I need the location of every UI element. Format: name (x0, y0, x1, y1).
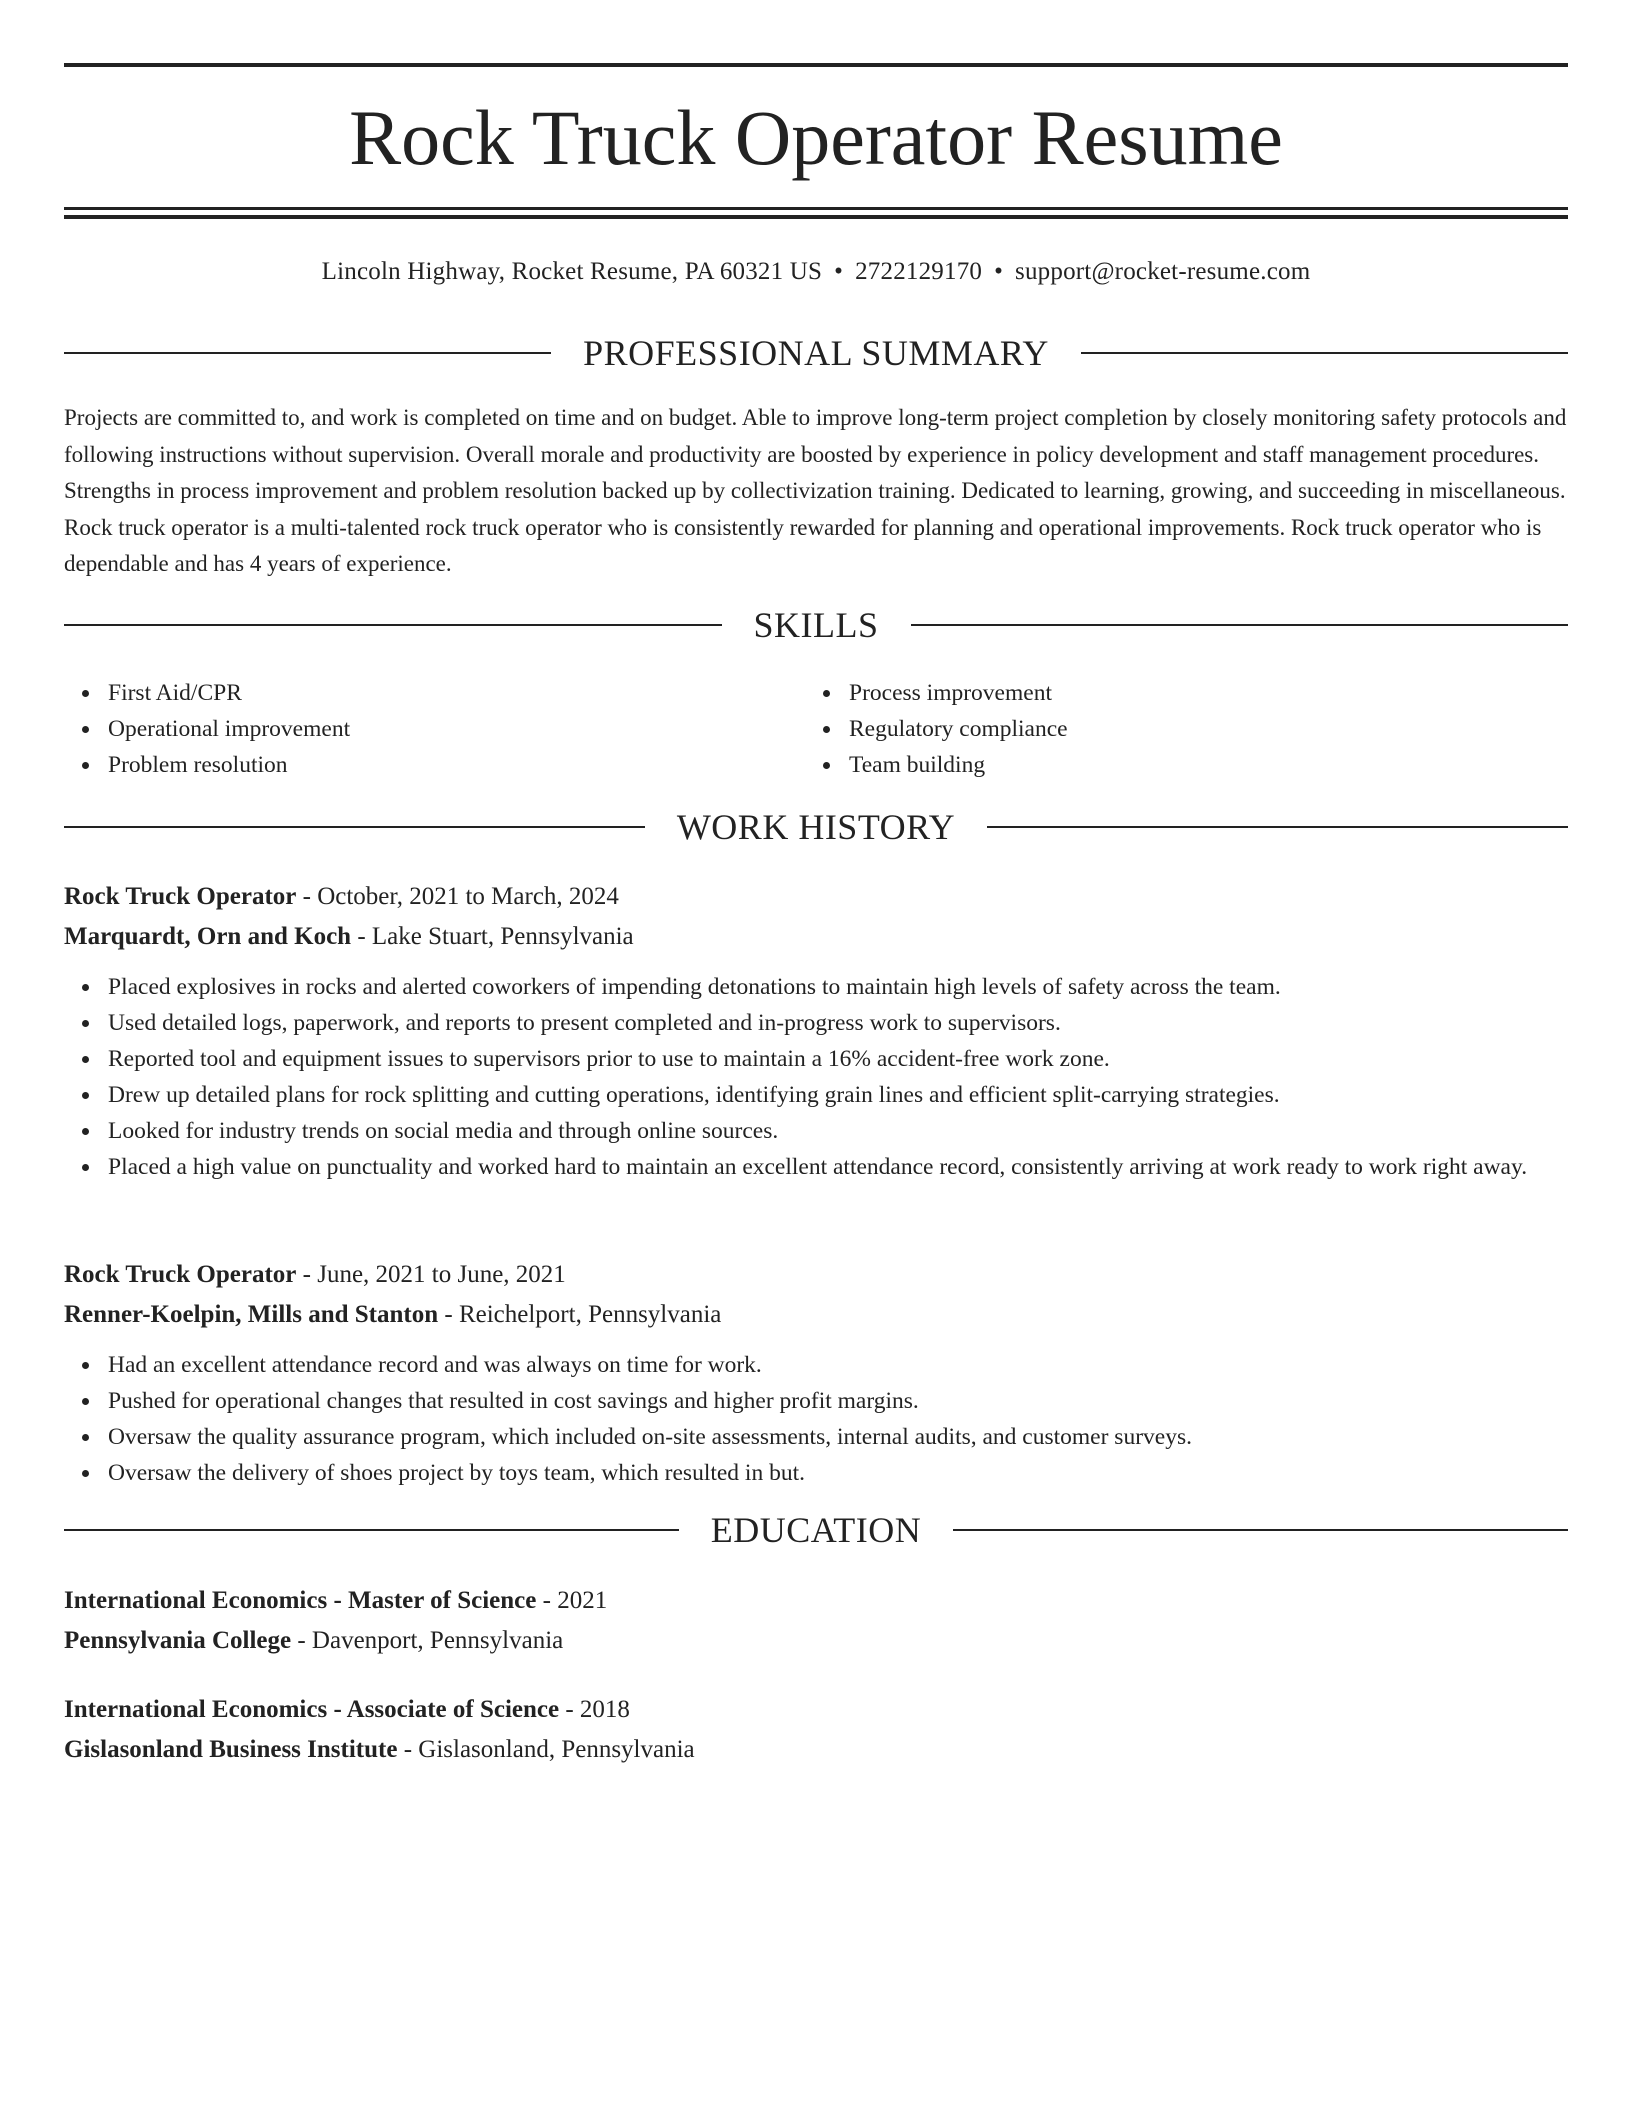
job-dates: - October, 2021 to March, 2024 (296, 883, 619, 910)
divider (64, 352, 551, 354)
section-title: PROFESSIONAL SUMMARY (583, 333, 1049, 373)
school-location: - Davenport, Pennsylvania (291, 1627, 564, 1654)
contact-separator: • (834, 258, 844, 285)
skills-column-left (64, 675, 764, 783)
job-title-line (64, 1255, 1568, 1295)
degree: International Economics - Associate of Science (64, 1696, 560, 1723)
section-title: WORK HISTORY (676, 807, 956, 847)
job-duty: Oversaw the quality assurance program, which included on-site assessments, internal audits, and customer surveys. (108, 1419, 1568, 1455)
section-heading-skills (64, 603, 1568, 647)
education-entry (64, 1690, 1568, 1770)
skill-item: Problem resolution (108, 747, 764, 783)
degree-year: - 2018 (559, 1696, 630, 1723)
job-duty: Oversaw the delivery of shoes project by toys team, which resulted in but. (108, 1455, 1568, 1491)
degree: International Economics - Master of Science (64, 1587, 537, 1614)
job-duty: Had an excellent attendance record and was always on time for work. (108, 1347, 1568, 1383)
job-duty: Placed explosives in rocks and alerted coworkers of impending detonations to maintain high levels of safety across the team. (108, 969, 1568, 1005)
page-title: Rock Truck Operator Resume (349, 94, 1283, 181)
job-location: - Lake Stuart, Pennsylvania (351, 923, 634, 950)
skill-item: Team building (849, 747, 1505, 783)
job-duty: Placed a high value on punctuality and worked hard to maintain an excellent attendance record, consistently arriving at work ready to work right away. (108, 1149, 1568, 1185)
degree-line (64, 1690, 1568, 1730)
job-company-line (64, 1295, 1568, 1335)
school-line (64, 1730, 1568, 1770)
skills-column-right (805, 675, 1505, 783)
section-title: SKILLS (753, 605, 879, 645)
divider (64, 624, 722, 626)
job-company: Marquardt, Orn and Koch (64, 923, 352, 950)
job-company-line (64, 917, 1568, 957)
divider (987, 826, 1568, 828)
job-dates: - June, 2021 to June, 2021 (296, 1261, 566, 1288)
skill-item: First Aid/CPR (108, 675, 764, 711)
school-location: - Gislasonland, Pennsylvania (397, 1736, 695, 1763)
divider (64, 826, 645, 828)
divider (911, 624, 1569, 626)
job-duties (64, 969, 1568, 1185)
job-duty: Reported tool and equipment issues to supervisors prior to use to maintain a 16% accident-free work zone. (108, 1041, 1568, 1077)
job-entry (64, 877, 1568, 1185)
degree-line (64, 1581, 1568, 1621)
school-line (64, 1621, 1568, 1661)
contact-address: Lincoln Highway, Rocket Resume, PA 60321 US (321, 258, 823, 285)
divider (1081, 352, 1568, 354)
job-company: Renner-Koelpin, Mills and Stanton (64, 1301, 439, 1328)
job-location: - Reichelport, Pennsylvania (438, 1301, 722, 1328)
job-title: Rock Truck Operator (64, 1261, 297, 1288)
school: Pennsylvania College (64, 1627, 292, 1654)
job-title-line (64, 877, 1568, 917)
contact-line (64, 254, 1568, 290)
job-entry (64, 1255, 1568, 1491)
divider (64, 1529, 679, 1531)
contact-separator: • (994, 258, 1004, 285)
skill-item: Regulatory compliance (849, 711, 1505, 747)
skill-item: Process improvement (849, 675, 1505, 711)
school: Gislasonland Business Institute (64, 1736, 398, 1763)
contact-phone: 2722129170 (855, 258, 983, 285)
section-heading-summary (64, 331, 1568, 375)
contact-email: support@rocket-resume.com (1015, 258, 1311, 285)
job-duties (64, 1347, 1568, 1491)
summary-text: Projects are committed to, and work is completed on time and on budget. Able to improve long-term project completion by closely monitoring safety protocols and following instructions without supervision. Overall morale and productivity are boosted by experience in policy development and staff management procedures. Strengths in process improvement and problem resolution backed up by collectivization training. Dedicated to learning, growing, and succeeding in miscellaneous. Rock truck operator is a multi-talented rock truck operator who is consistently rewarded for planning and operational improvements. Rock truck operator who is dependable and has 4 years of experience. (64, 405, 1567, 576)
title-rule-upper (64, 207, 1568, 210)
education-entry (64, 1581, 1568, 1661)
degree-year: - 2021 (536, 1587, 608, 1614)
job-duty: Pushed for operational changes that resulted in cost savings and higher profit margins. (108, 1383, 1568, 1419)
title-rule-lower (64, 215, 1568, 219)
section-heading-education (64, 1508, 1568, 1552)
job-duty: Drew up detailed plans for rock splitting and cutting operations, identifying grain lines and efficient split-carrying strategies. (108, 1077, 1568, 1113)
job-duty: Used detailed logs, paperwork, and reports to present completed and in-progress work to supervisors. (108, 1005, 1568, 1041)
section-title: EDUCATION (710, 1510, 922, 1550)
top-rule (64, 63, 1568, 67)
divider (953, 1529, 1568, 1531)
section-heading-work (64, 805, 1568, 849)
job-title: Rock Truck Operator (64, 883, 297, 910)
skill-item: Operational improvement (108, 711, 764, 747)
job-duty: Looked for industry trends on social media and through online sources. (108, 1113, 1568, 1149)
